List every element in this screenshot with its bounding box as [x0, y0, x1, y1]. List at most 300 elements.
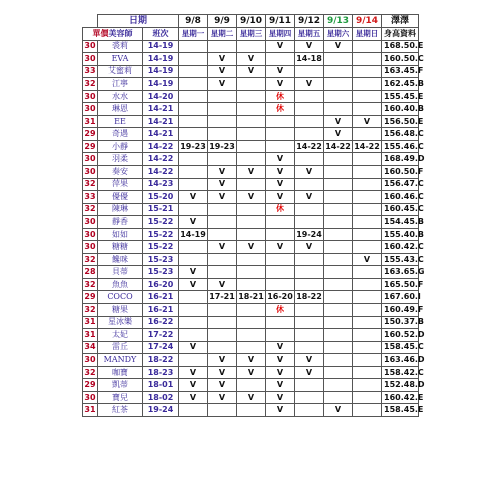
day-cell — [324, 291, 353, 304]
day-cell: V — [266, 65, 295, 78]
day-cell: V — [324, 115, 353, 128]
day-cell — [353, 203, 382, 216]
day-cell: V — [179, 379, 208, 392]
profile-cell: 156.47.C — [382, 178, 419, 191]
price-cell: 31 — [83, 329, 98, 342]
price-cell: 30 — [83, 241, 98, 254]
day-cell: V — [266, 40, 295, 53]
day-cell: 19-23 — [208, 140, 237, 153]
day-cell: V — [208, 379, 237, 392]
day-cell: V — [324, 40, 353, 53]
day-cell — [324, 391, 353, 404]
price-cell: 30 — [83, 53, 98, 66]
table-row — [83, 203, 419, 216]
table-row — [83, 329, 419, 342]
day-cell — [324, 329, 353, 342]
price-cell: 29 — [83, 291, 98, 304]
day-cell — [353, 354, 382, 367]
beautician-name: 萍果 — [98, 178, 143, 191]
price-cell: 32 — [83, 203, 98, 216]
day-cell — [353, 216, 382, 229]
day-cell — [208, 153, 237, 166]
day-cell — [237, 115, 266, 128]
day-cell: 18-22 — [295, 291, 324, 304]
table-row — [83, 241, 419, 254]
day-cell — [295, 216, 324, 229]
beautician-name: 琳恩 — [98, 103, 143, 116]
day-cell: V — [208, 391, 237, 404]
day-cell — [324, 53, 353, 66]
day-cell — [237, 304, 266, 317]
day-cell — [266, 329, 295, 342]
day-cell — [237, 379, 266, 392]
day-cell — [266, 115, 295, 128]
day-cell — [179, 166, 208, 179]
shift-cell: 17-24 — [143, 341, 179, 354]
day-cell — [179, 203, 208, 216]
day-cell — [266, 140, 295, 153]
day-cell — [295, 391, 324, 404]
day-cell: V — [237, 366, 266, 379]
day-cell: V — [237, 166, 266, 179]
shift-cell: 18-22 — [143, 354, 179, 367]
day-cell: V — [295, 241, 324, 254]
day-cell — [324, 90, 353, 103]
shift-cell: 18-02 — [143, 391, 179, 404]
day-cell: V — [266, 404, 295, 417]
day-cell — [353, 241, 382, 254]
beautician-name: 糖果 — [98, 304, 143, 317]
day-cell — [324, 366, 353, 379]
profile-cell: 163.46.D — [382, 354, 419, 367]
day-cell — [324, 65, 353, 78]
day-cell — [295, 278, 324, 291]
shift-cell: 16-21 — [143, 291, 179, 304]
beautician-name: 星冰樂 — [98, 316, 143, 329]
day-cell: V — [266, 166, 295, 179]
day-cell — [208, 404, 237, 417]
profile-cell: 150.37.B — [382, 316, 419, 329]
day-cell — [237, 278, 266, 291]
profile-cell: 162.45.B — [382, 78, 419, 91]
day-cell: 休 — [266, 103, 295, 116]
day-cell: V — [208, 354, 237, 367]
price-cell: 32 — [83, 366, 98, 379]
day-cell — [237, 203, 266, 216]
day-cell — [324, 166, 353, 179]
beautician-name: 魚魚 — [98, 278, 143, 291]
beautician-name: 羽柔 — [98, 153, 143, 166]
day-cell: V — [295, 191, 324, 204]
shift-cell: 14-20 — [143, 90, 179, 103]
beautician-name: 凱蒂 — [98, 379, 143, 392]
day-cell: V — [208, 366, 237, 379]
day-cell — [179, 354, 208, 367]
day-cell: V — [295, 366, 324, 379]
shift-cell: 14-21 — [143, 115, 179, 128]
profile-cell: 152.48.D — [382, 379, 419, 392]
table-row — [83, 304, 419, 317]
profile-cell: 156.48.C — [382, 128, 419, 141]
day-cell — [295, 178, 324, 191]
table-row — [83, 216, 419, 229]
day-cell — [237, 266, 266, 279]
day-cell: V — [179, 191, 208, 204]
price-cell: 31 — [83, 404, 98, 417]
day-cell — [237, 90, 266, 103]
price-cell: 30 — [83, 40, 98, 53]
day-cell: V — [295, 78, 324, 91]
day-cell — [179, 404, 208, 417]
beautician-name: 貝蒂 — [98, 266, 143, 279]
day-cell — [237, 178, 266, 191]
shift-cell: 14-19 — [143, 65, 179, 78]
beautician-name: 太妃 — [98, 329, 143, 342]
weekday-tue: 星期二 — [208, 28, 237, 41]
profile-cell: 163.65.G — [382, 266, 419, 279]
day-cell — [324, 216, 353, 229]
day-cell — [324, 266, 353, 279]
day-cell: V — [208, 65, 237, 78]
shift-cell: 17-22 — [143, 329, 179, 342]
table-row — [83, 65, 419, 78]
day-cell — [295, 153, 324, 166]
date-9-10: 9/10 — [237, 15, 266, 28]
day-cell — [353, 228, 382, 241]
day-cell — [295, 253, 324, 266]
day-cell — [353, 291, 382, 304]
day-cell — [353, 379, 382, 392]
table-row — [83, 404, 419, 417]
table-row — [83, 178, 419, 191]
day-cell: V — [266, 341, 295, 354]
day-cell — [266, 128, 295, 141]
day-cell — [266, 266, 295, 279]
day-cell — [295, 341, 324, 354]
price-cell: 29 — [83, 140, 98, 153]
day-cell — [353, 191, 382, 204]
day-cell: V — [266, 354, 295, 367]
beautician-name: 奇遇 — [98, 128, 143, 141]
table-row — [83, 228, 419, 241]
day-cell — [179, 178, 208, 191]
table-row — [83, 153, 419, 166]
day-cell: V — [179, 366, 208, 379]
table-row — [83, 191, 419, 204]
day-cell — [324, 153, 353, 166]
day-cell: 14-18 — [295, 53, 324, 66]
price-cell: 31 — [83, 316, 98, 329]
day-cell — [353, 128, 382, 141]
price-cell: 32 — [83, 253, 98, 266]
day-cell: V — [179, 278, 208, 291]
table-row — [83, 253, 419, 266]
date-label: 日期 — [98, 15, 179, 28]
table-row — [83, 354, 419, 367]
table-row — [83, 391, 419, 404]
day-cell: V — [208, 78, 237, 91]
beautician-name: EVA — [98, 53, 143, 66]
day-cell: V — [208, 53, 237, 66]
day-cell: V — [208, 191, 237, 204]
day-cell: V — [179, 391, 208, 404]
profile-cell: 167.60.I — [382, 291, 419, 304]
table-row — [83, 316, 419, 329]
beautician-header: 美容師 — [108, 28, 133, 38]
table-row — [83, 341, 419, 354]
beautician-name: 水水 — [98, 90, 143, 103]
day-cell: V — [353, 115, 382, 128]
profile-cell: 158.45.C — [382, 341, 419, 354]
day-cell: V — [237, 53, 266, 66]
date-9-13: 9/13 — [324, 15, 353, 28]
price-cell: 30 — [83, 391, 98, 404]
day-cell — [353, 78, 382, 91]
beautician-name: 寶兒 — [98, 391, 143, 404]
day-cell: V — [295, 354, 324, 367]
weekday-mon: 星期一 — [179, 28, 208, 41]
shift-cell: 15-20 — [143, 191, 179, 204]
day-cell — [179, 65, 208, 78]
price-cell: 31 — [83, 115, 98, 128]
day-cell — [208, 128, 237, 141]
shift-cell: 14-23 — [143, 178, 179, 191]
day-cell: V — [295, 166, 324, 179]
day-cell: 休 — [266, 203, 295, 216]
price-cell: 30 — [83, 216, 98, 229]
beautician-name: 陳琳 — [98, 203, 143, 216]
day-cell — [353, 103, 382, 116]
weekday-sun: 星期日 — [353, 28, 382, 41]
day-cell — [353, 316, 382, 329]
beautician-name: 江寧 — [98, 78, 143, 91]
day-cell — [324, 103, 353, 116]
beautician-name: 雷丘 — [98, 341, 143, 354]
price-cell: 30 — [83, 90, 98, 103]
day-cell: V — [266, 241, 295, 254]
day-cell — [179, 304, 208, 317]
profile-cell: 168.50.E — [382, 40, 419, 53]
day-cell — [324, 228, 353, 241]
profile-cell: 154.45.B — [382, 216, 419, 229]
price-cell: 32 — [83, 278, 98, 291]
price-cell: 30 — [83, 354, 98, 367]
day-cell — [295, 379, 324, 392]
day-cell — [237, 329, 266, 342]
day-cell — [324, 178, 353, 191]
date-9-8: 9/8 — [179, 15, 208, 28]
day-cell: V — [237, 241, 266, 254]
day-cell: V — [266, 366, 295, 379]
day-cell — [266, 316, 295, 329]
day-cell — [353, 90, 382, 103]
day-cell — [295, 115, 324, 128]
info-header: 身高資料 — [382, 28, 419, 41]
date-9-12: 9/12 — [295, 15, 324, 28]
table-row — [83, 78, 419, 91]
day-cell — [208, 329, 237, 342]
beautician-name: EE — [98, 115, 143, 128]
beautician-name: 奏安 — [98, 166, 143, 179]
day-cell — [237, 228, 266, 241]
day-cell — [353, 178, 382, 191]
day-cell — [353, 166, 382, 179]
profile-cell: 155.45.E — [382, 90, 419, 103]
beautician-name: 小靜 — [98, 140, 143, 153]
day-cell — [208, 40, 237, 53]
shift-cell: 19-24 — [143, 404, 179, 417]
price-cell: 32 — [83, 304, 98, 317]
day-cell — [324, 341, 353, 354]
shift-cell: 14-21 — [143, 103, 179, 116]
profile-cell: 160.40.B — [382, 103, 419, 116]
day-cell — [295, 203, 324, 216]
table-row — [83, 366, 419, 379]
day-cell — [353, 304, 382, 317]
profile-cell: 160.46.C — [382, 191, 419, 204]
shift-cell: 16-20 — [143, 278, 179, 291]
price-cell: 32 — [83, 178, 98, 191]
table-row — [83, 266, 419, 279]
beautician-name: 饞咪 — [98, 253, 143, 266]
table-row — [83, 166, 419, 179]
price-cell: 29 — [83, 379, 98, 392]
weekday-thu: 星期四 — [266, 28, 295, 41]
right-header-label: 澤澤 — [382, 15, 419, 28]
profile-cell: 160.50.C — [382, 53, 419, 66]
day-cell — [237, 128, 266, 141]
day-cell — [208, 90, 237, 103]
day-cell: V — [179, 216, 208, 229]
beautician-name: 如如 — [98, 228, 143, 241]
day-cell — [179, 241, 208, 254]
schedule-sheet — [82, 14, 425, 417]
shift-cell: 14-21 — [143, 128, 179, 141]
beautician-name: 艾蜜莉 — [98, 65, 143, 78]
table-row — [83, 40, 419, 53]
day-cell — [237, 404, 266, 417]
shift-cell: 14-22 — [143, 166, 179, 179]
day-cell — [237, 341, 266, 354]
day-cell — [353, 266, 382, 279]
day-cell — [295, 65, 324, 78]
table-row — [83, 140, 419, 153]
day-cell: V — [208, 178, 237, 191]
header-row-weekdays — [83, 28, 419, 41]
day-cell: V — [324, 404, 353, 417]
shift-cell: 15-22 — [143, 241, 179, 254]
day-cell — [324, 354, 353, 367]
day-cell — [208, 316, 237, 329]
beautician-name: 優優 — [98, 191, 143, 204]
day-cell — [353, 40, 382, 53]
beautician-name: 紅茶 — [98, 404, 143, 417]
shift-cell: 14-22 — [143, 153, 179, 166]
beautician-name: 咖寶 — [98, 366, 143, 379]
date-9-11: 9/11 — [266, 15, 295, 28]
day-cell: V — [266, 191, 295, 204]
price-cell: 30 — [83, 228, 98, 241]
day-cell — [237, 153, 266, 166]
shift-cell: 18-23 — [143, 366, 179, 379]
price-cell: 33 — [83, 65, 98, 78]
day-cell: V — [324, 128, 353, 141]
shift-cell: 14-19 — [143, 40, 179, 53]
day-cell — [179, 78, 208, 91]
day-cell — [179, 291, 208, 304]
day-cell — [295, 103, 324, 116]
day-cell: V — [179, 266, 208, 279]
day-cell — [353, 341, 382, 354]
day-cell — [324, 278, 353, 291]
profile-cell: 160.52.D — [382, 329, 419, 342]
day-cell: V — [237, 65, 266, 78]
profile-cell: 160.49.F — [382, 304, 419, 317]
day-cell — [353, 65, 382, 78]
day-cell: V — [266, 379, 295, 392]
beautician-name: 裘莉 — [98, 40, 143, 53]
day-cell — [179, 253, 208, 266]
day-cell — [208, 253, 237, 266]
shift-cell: 14-19 — [143, 53, 179, 66]
day-cell — [179, 329, 208, 342]
day-cell — [353, 404, 382, 417]
weekday-sat: 星期六 — [324, 28, 353, 41]
day-cell — [266, 278, 295, 291]
day-cell — [208, 203, 237, 216]
day-cell — [179, 53, 208, 66]
price-beautician-header — [83, 28, 143, 41]
day-cell — [208, 115, 237, 128]
day-cell — [179, 316, 208, 329]
day-cell — [208, 304, 237, 317]
day-cell — [353, 366, 382, 379]
day-cell — [208, 103, 237, 116]
profile-cell: 155.43.C — [382, 253, 419, 266]
shift-cell: 14-19 — [143, 78, 179, 91]
day-cell — [295, 316, 324, 329]
day-cell — [353, 391, 382, 404]
day-cell — [237, 40, 266, 53]
profile-cell: 160.42.C — [382, 241, 419, 254]
day-cell — [179, 153, 208, 166]
day-cell — [295, 266, 324, 279]
profile-cell: 163.45.F — [382, 65, 419, 78]
price-cell: 32 — [83, 78, 98, 91]
shift-cell: 16-22 — [143, 316, 179, 329]
table-row — [83, 291, 419, 304]
schedule-body — [83, 40, 425, 416]
day-cell — [295, 329, 324, 342]
day-cell — [353, 53, 382, 66]
day-cell — [353, 153, 382, 166]
day-cell — [295, 304, 324, 317]
beautician-name: COCO — [98, 291, 143, 304]
day-cell: V — [237, 391, 266, 404]
table-row — [83, 115, 419, 128]
day-cell — [324, 203, 353, 216]
day-cell: 14-19 — [179, 228, 208, 241]
day-cell — [295, 90, 324, 103]
profile-cell: 165.50.F — [382, 278, 419, 291]
day-cell: 19-24 — [295, 228, 324, 241]
day-cell — [324, 241, 353, 254]
day-cell: V — [179, 341, 208, 354]
day-cell — [266, 216, 295, 229]
day-cell — [179, 103, 208, 116]
day-cell: 19-23 — [179, 140, 208, 153]
day-cell: V — [295, 40, 324, 53]
